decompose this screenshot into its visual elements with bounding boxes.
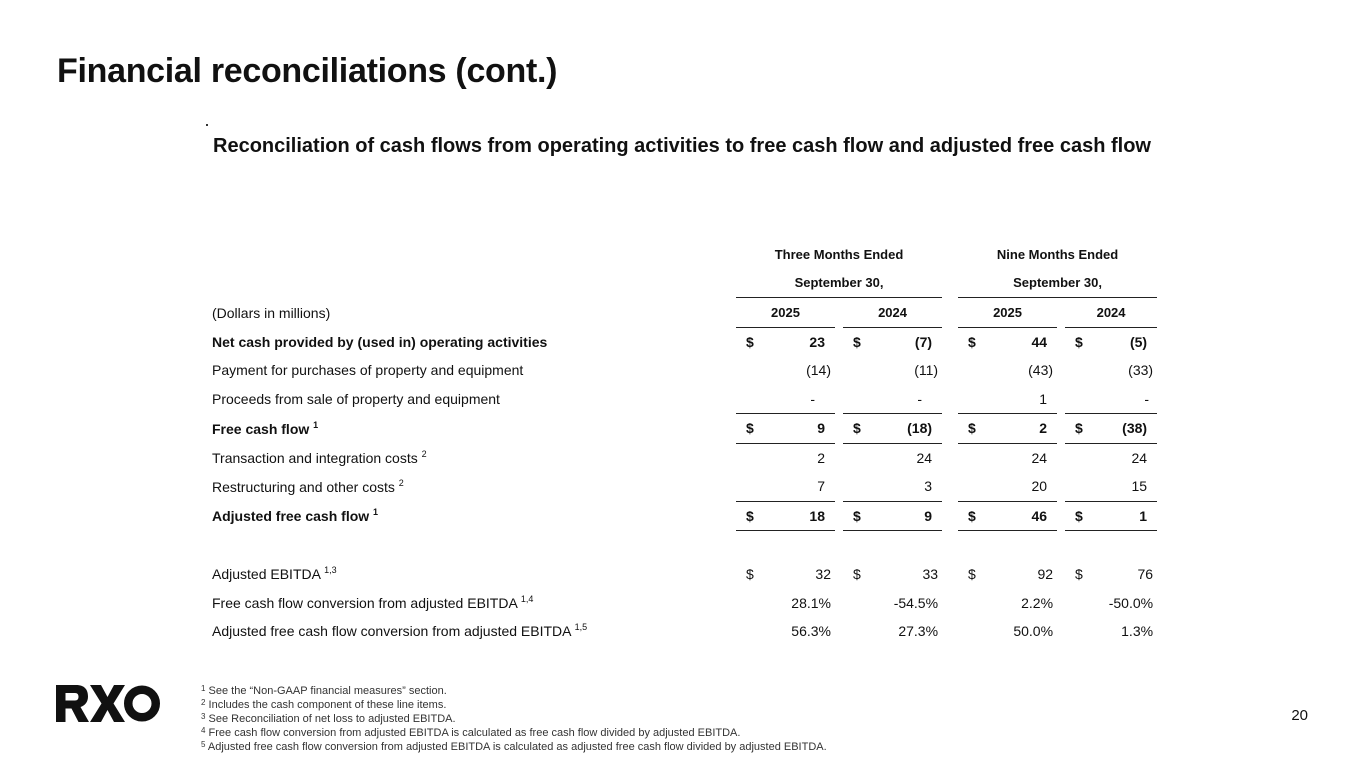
year-header-ytd-2024: 2024 <box>1065 298 1157 328</box>
footnote-1: $^1$ See the “Non-GAAP financial measures” section. <box>201 684 447 697</box>
currency-symbol: $ <box>968 566 976 583</box>
value-cell: 56.3% <box>791 623 831 640</box>
row-label: Payment for purchases of property and equipment <box>212 362 524 379</box>
table-title: Reconciliation of cash flows from operating activities to free cash flow and adjusted free cash flow <box>213 135 1151 157</box>
header-row-period <box>205 240 1157 269</box>
year-header-q-2025: 2025 <box>736 298 835 328</box>
value-cell: (7) <box>914 333 933 350</box>
value-cell: -50.0% <box>1108 594 1154 611</box>
value-cell: 2 <box>988 414 1057 444</box>
currency-symbol: $ <box>958 414 988 444</box>
value-cell: 76 <box>1137 566 1154 583</box>
currency-symbol: $ <box>1075 566 1083 583</box>
value-cell: 3 <box>843 472 942 502</box>
value-cell: 33 <box>922 566 939 583</box>
table-row-sale-proceeds <box>205 385 1157 415</box>
currency-symbol: $ <box>1075 333 1083 350</box>
year-header-q-2024: 2024 <box>843 298 942 328</box>
value-cell: 23 <box>809 333 825 350</box>
table-row-fcf-conversion <box>205 589 1157 618</box>
rxo-logo <box>56 685 160 722</box>
value-cell: (43) <box>1028 362 1054 379</box>
footnote-ref: 1,3 <box>324 565 337 576</box>
currency-symbol: $ <box>853 566 861 583</box>
table-row-capex-payments <box>205 356 1157 385</box>
row-label: Adjusted free cash flow conversion from adjusted EBITDA $^{1,5}$ <box>212 622 588 640</box>
value-cell: 24 <box>916 449 933 466</box>
value-cell: 7 <box>736 472 835 502</box>
table-spacer <box>205 531 1157 560</box>
value-cell: (38) <box>1095 414 1157 444</box>
reconciliation-table <box>205 240 1157 646</box>
value-cell: 50.0% <box>1013 623 1054 640</box>
currency-symbol: $ <box>1065 502 1095 532</box>
value-cell: 44 <box>1031 333 1048 350</box>
header-three-months-date: September 30, <box>736 269 942 299</box>
header-row-years <box>205 298 1157 328</box>
row-label: Transaction and integration costs $^2$ <box>212 448 427 466</box>
unit-label: (Dollars in millions) <box>212 304 331 321</box>
value-cell: (14) <box>806 362 831 379</box>
row-label: Free cash flow $^1$ <box>212 419 319 437</box>
value-cell: (33) <box>1128 362 1154 379</box>
value-cell: 9 <box>766 414 835 444</box>
value-cell: (5) <box>1129 333 1148 350</box>
decorative-dot <box>206 124 208 126</box>
row-label: Free cash flow conversion from adjusted EBITDA $^{1,4}$ <box>212 593 534 611</box>
table-row-adjusted-free-cash-flow <box>205 502 1157 532</box>
value-cell: 24 <box>1131 449 1148 466</box>
page-number: 20 <box>1291 707 1308 724</box>
currency-symbol: $ <box>746 333 754 350</box>
footnote-4: $^4$ Free cash flow conversion from adjusted EBITDA is calculated as free cash flow divided by adjusted EBITDA. <box>201 726 741 739</box>
footnote-3: $^3$ See Reconciliation of net loss to adjusted EBITDA. <box>201 712 456 725</box>
value-cell: (11) <box>914 362 939 379</box>
currency-symbol: $ <box>746 566 754 583</box>
value-cell: 18 <box>766 502 835 532</box>
value-cell: 1 <box>958 385 1057 415</box>
value-cell: -54.5% <box>893 594 939 611</box>
currency-symbol: $ <box>968 333 976 350</box>
table-row-transaction-costs <box>205 444 1157 473</box>
footnote-ref: 1,4 <box>520 593 534 604</box>
header-nine-months: Nine Months Ended <box>996 246 1119 262</box>
currency-symbol: $ <box>736 502 766 532</box>
value-cell: 28.1% <box>791 594 831 611</box>
value-cell: 46 <box>988 502 1057 532</box>
footnote-5: $^5$ Adjusted free cash flow conversion from adjusted EBITDA is calculated as adjusted free cash flow divided by adjusted EBITDA. <box>201 740 827 753</box>
value-cell: (18) <box>873 414 942 444</box>
currency-symbol: $ <box>958 502 988 532</box>
value-cell: - <box>1065 385 1157 415</box>
table-row-free-cash-flow <box>205 414 1157 444</box>
value-cell: 2 <box>817 449 825 466</box>
value-cell: 24 <box>1031 449 1048 466</box>
footnote-2: $^2$ Includes the cash component of these line items. <box>201 698 447 711</box>
currency-symbol: $ <box>736 414 766 444</box>
footnote-ref: 2 <box>421 448 427 459</box>
value-cell: - <box>736 385 835 415</box>
year-header-ytd-2025: 2025 <box>958 298 1057 328</box>
value-cell: 15 <box>1065 472 1157 502</box>
value-cell: 20 <box>958 472 1057 502</box>
table-row-adjusted-fcf-conversion <box>205 617 1157 646</box>
row-label: Adjusted EBITDA $^{1,3}$ <box>212 565 337 583</box>
currency-symbol: $ <box>843 502 873 532</box>
value-cell: - <box>843 385 942 415</box>
row-label: Adjusted free cash flow $^1$ <box>212 507 379 525</box>
header-row-date <box>205 269 1157 299</box>
page-title: Financial reconciliations (cont.) <box>57 52 558 90</box>
value-cell: 32 <box>815 566 831 583</box>
value-cell: 92 <box>1037 566 1054 583</box>
footnote-ref: 1,5 <box>574 622 588 633</box>
table-row-adjusted-ebitda <box>205 560 1157 589</box>
table-row-net-cash-operating <box>205 328 1157 357</box>
table-row-restructuring-costs <box>205 472 1157 502</box>
footnotes <box>201 684 827 754</box>
value-cell: 27.3% <box>898 623 939 640</box>
currency-symbol: $ <box>853 333 861 350</box>
value-cell: 1 <box>1095 502 1157 532</box>
value-cell: 9 <box>873 502 942 532</box>
header-nine-months-date: September 30, <box>958 269 1157 299</box>
currency-symbol: $ <box>1065 414 1095 444</box>
row-label: Proceeds from sale of property and equipment <box>212 391 500 408</box>
currency-symbol: $ <box>843 414 873 444</box>
row-label: Net cash provided by (used in) operating activities <box>212 333 548 350</box>
value-cell: 1.3% <box>1121 623 1154 640</box>
footnote-ref: 1 <box>373 507 379 518</box>
header-three-months: Three Months Ended <box>774 246 904 262</box>
value-cell: 2.2% <box>1021 594 1054 611</box>
footnote-ref: 1 <box>313 419 319 430</box>
row-label: Restructuring and other costs $^2$ <box>212 477 404 495</box>
footnote-ref: 2 <box>398 477 404 488</box>
